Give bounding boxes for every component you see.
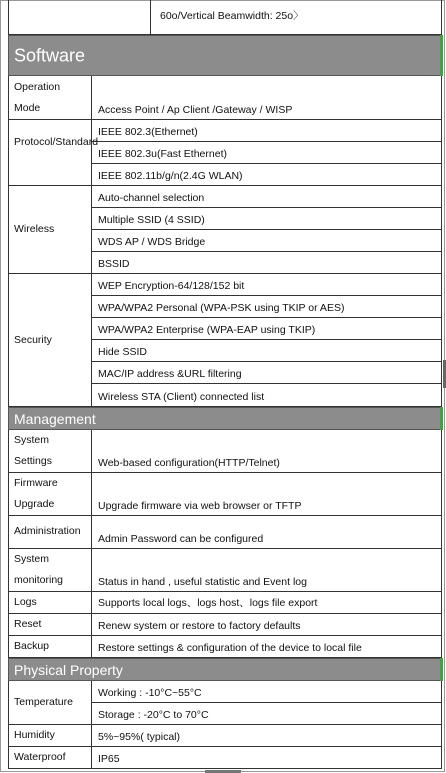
label-logs: Logs (8, 592, 92, 614)
value-wireless-3: WDS AP / WDS Bridge (92, 230, 442, 252)
value-firmware-upgrade: Upgrade firmware via web browser or TFTP (92, 473, 442, 516)
label-firmware-upgrade: Firmware Upgrade (8, 473, 92, 516)
label-operation-mode: Operation Mode (8, 76, 92, 120)
value-temperature-working: Working : -10°C~55°C (92, 681, 442, 703)
section-header-management: Management (8, 407, 442, 430)
value-protocol-2: IEEE 802.3u(Fast Ethernet) (92, 142, 442, 164)
value-system-monitoring: Status in hand , useful statistic and Event log (92, 549, 442, 592)
label-system-settings: System Settings (8, 430, 92, 473)
value-system-settings: Web-based configuration(HTTP/Telnet) (92, 430, 442, 473)
value-wireless-1: Auto-channel selection (92, 186, 442, 208)
antenna-cell (150, 0, 443, 34)
value-protocol-1: IEEE 802.3(Ethernet) (92, 120, 442, 142)
antenna-row (8, 0, 442, 35)
label-protocol: Protocol/Standard (8, 120, 92, 186)
edge-accent (440, 658, 443, 681)
label-wireless: Wireless (8, 186, 92, 274)
label-reset: Reset (8, 614, 92, 636)
label-backup: Backup (8, 636, 92, 658)
value-operation-mode: Access Point / Ap Client /Gateway / WISP (92, 76, 442, 120)
label-temperature: Temperature (8, 681, 92, 725)
edge-accent (440, 35, 443, 76)
label-waterproof: Waterproof (8, 747, 92, 769)
value-temperature-storage: Storage : -20°C to 70°C (92, 703, 442, 725)
value-humidity: 5%~95%( typical) (92, 725, 442, 747)
value-security-4: Hide SSID (92, 340, 442, 362)
value-logs: Supports local logs、logs host、logs file export (92, 592, 442, 614)
value-security-3: WPA/WPA2 Enterprise (WPA-EAP using TKIP) (92, 318, 442, 340)
value-security-2: WPA/WPA2 Personal (WPA-PSK using TKIP or AES) (92, 296, 442, 318)
value-security-1: WEP Encryption-64/128/152 bit (92, 274, 442, 296)
value-wireless-4: BSSID (92, 252, 442, 274)
value-backup: Restore settings & configuration of the device to local file (92, 636, 442, 658)
value-wireless-2: Multiple SSID (4 SSID) (92, 208, 442, 230)
value-administration: Admin Password can be configured (92, 516, 442, 549)
value-reset: Renew system or restore to factory defaults (92, 614, 442, 636)
label-administration: Administration (8, 516, 92, 549)
label-humidity: Humidity (8, 725, 92, 747)
edge-accent (440, 407, 443, 430)
value-waterproof: IP65 (92, 747, 442, 769)
value-security-6: Wireless STA (Client) connected list (92, 384, 442, 407)
value-protocol-3: IEEE 802.11b/g/n(2.4G WLAN) (92, 164, 442, 186)
label-security: Security (8, 274, 92, 407)
label-system-monitoring: System monitoring (8, 549, 92, 592)
section-header-physical: Physical Property (8, 658, 442, 681)
beamwidth-text: 60o/Vertical Beamwidth: 25o〉 (160, 10, 304, 22)
value-security-5: MAC/IP address &URL filtering (92, 362, 442, 384)
section-header-software: Software (8, 35, 442, 76)
